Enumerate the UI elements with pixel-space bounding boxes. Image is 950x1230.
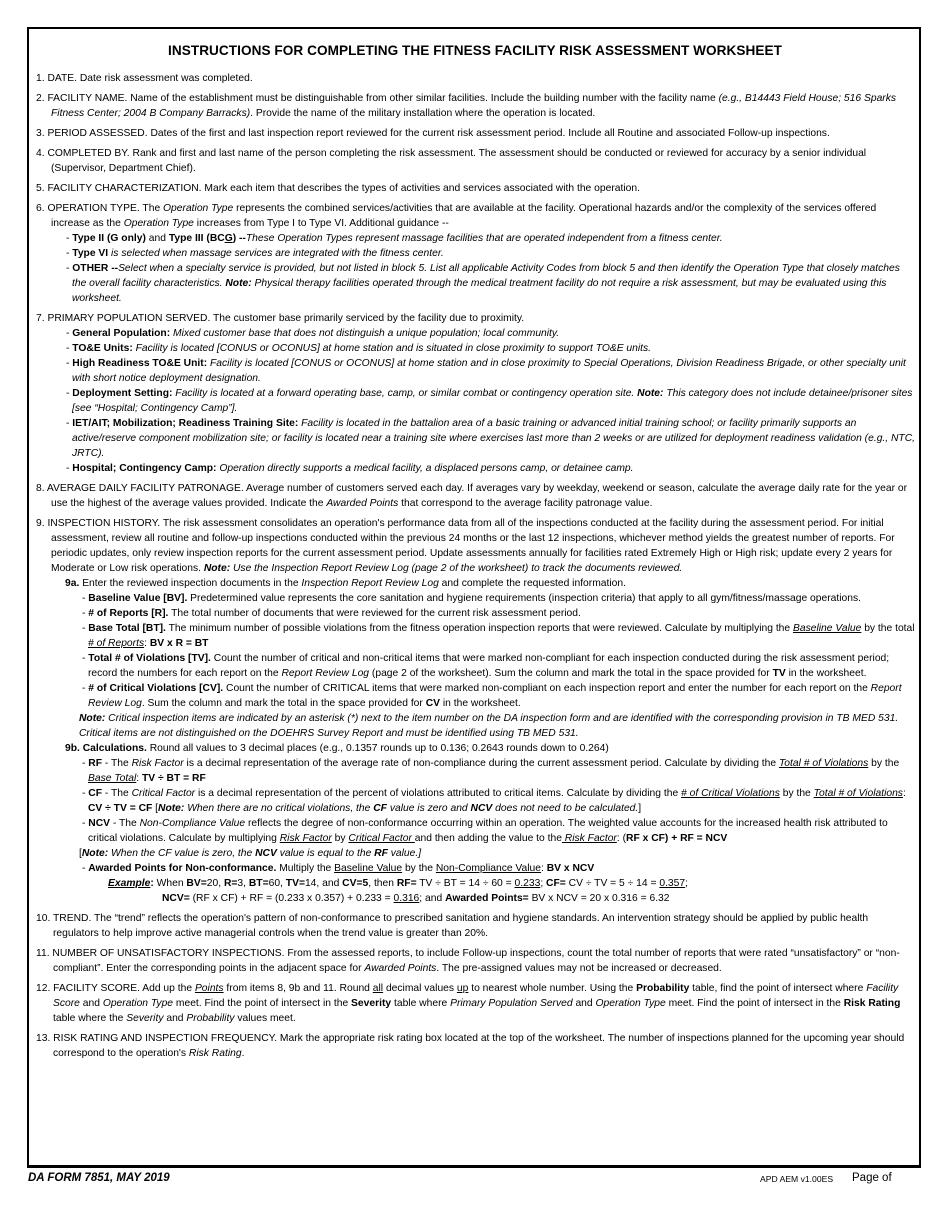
form-number: DA FORM 7851, MAY 2019 — [28, 1172, 170, 1184]
item-10-trend: 10. TREND. The “trend” reflects the operation's pattern of non-conformance to prescribed sanitation and hygiene standards. An intervention strategy should be applied by public health regulators to help improve active managerial controls when the trend value is greater than 20%. — [36, 913, 869, 939]
item-8-patronage: 8. AVERAGE DAILY FACILITY PATRONAGE. Average number of customers served each day. If averages vary by weekday, weekend or season, calculate the average daily rate for the year or use the highest of the average values provided. Indicate the Awarded Points that correspond to the average facility patronage value. — [36, 483, 908, 509]
population-hospital: - Hospital; Contingency Camp: Operation directly supports a medical facility, a displaced persons camp, or detainee camp. — [66, 463, 634, 474]
op-type-other: - OTHER --Select when a specialty service is provided, but not listed in block 5. List all applicable Activity Codes from block 5 and then identify the Operation Type that closely matches the overall facility characteristics. Note: Physical therapy facilities operated through the medical treatment facility do not require a risk assessment, but may be evaluated using this worksheet. — [66, 263, 900, 304]
op-type-6: - Type VI is selected when massage services are integrated with the fitness center. — [66, 248, 444, 259]
population-iet-ait: - IET/AIT; Mobilization; Readiness Training Site: Facility is located in the battalion area of a basic training or advanced initial training school; or facility primarily supports an active/reserve component mobilization site; or facility is located near a training site where exercises last more than 2 weeks or are utilized for deployment readiness validation (e.g., NTC, JRTC). — [66, 418, 916, 459]
total-violations: - Total # of Violations [TV]. Count the number of critical and non-critical items that were marked non-compliant for each inspection conducted during the risk assessment period; record the numbers for each report on the Report Review Log (page 2 of the worksheet). Sum the column and mark the total in the space provided for TV in the worksheet. — [82, 653, 890, 679]
op-type-2-3: - Type II (G only) and Type III (BCG) --These Operation Types represent massage facilities that are operated independent from a fitness center. — [66, 233, 723, 244]
ncv-note: [Note: When the CF value is zero, the NCV value is equal to the RF value.] — [79, 848, 422, 859]
form-version: APD AEM v1.00ES — [760, 1174, 834, 1184]
item-11-unsatisfactory-inspections: 11. NUMBER OF UNSATISFACTORY INSPECTIONS. From the assessed reports, to include Follow-up inspections, count the total number of reports that were rated “unsatisfactory” or “non-compliant”. Enter the corresponding points in the adjacent space for Awarded Points. The pre-assigned values may not be increased or decreased. — [36, 948, 900, 974]
base-total: - Base Total [BT]. The minimum number of possible violations from the fitness operation inspection reports that were reviewed. Calculate by multiplying the Baseline Value by the total # of Reports: BV x R = BT — [82, 623, 915, 649]
population-toe-units: - TO&E Units: Facility is located [CONUS or OCONUS] at home station and is situated in close proximity to support TO&E units. — [66, 343, 652, 354]
item-4-completed-by: 4. COMPLETED BY. Rank and first and last name of the person completing the risk assessment. The assessment should be conducted or reviewed for accuracy by a senior individual (Supervisor, Department Chief). — [36, 148, 867, 174]
item-5-facility-characterization: 5. FACILITY CHARACTERIZATION. Mark each item that describes the types of activities and services associated with the operation. — [36, 183, 640, 194]
item-6-operation-type: 6. OPERATION TYPE. The Operation Type represents the combined services/activities that are available at the facility. Operational hazards and/or the complexity of the services offered increase as the Operation Type increases from Type I to Type VI. Additional guidance -- - Type II (G only) and Type III (BCG) --These Operation Types represent massage facilities that are operated independent from a fitness center. - Type VI is selected when massage services are integrated with the fitness center. - OTHER --Select when a specialty service is provided, but not listed in block 5. List all applicable Activity Codes from block 5 and then identify the Operation Type that closely matches the overall facility characteristics. Note: Physical therapy facilities operated through the medical treatment facility do not require a risk assessment, but may be evaluated using this worksheet. — [36, 201, 916, 306]
baseline-value: - Baseline Value [BV]. Predetermined value represents the core sanitation and hygiene requirements (inspection criteria) that apply to all gym/fitness/massage operations. — [82, 593, 861, 604]
population-deployment: - Deployment Setting: Facility is located at a forward operating base, camp, or similar combat or contingency operation site. Note: This category does not include detainee/prisoner sites [see “Hospital; Contingency Camp”]. — [66, 388, 913, 414]
section-9b: 9b. Calculations. Round all values to 3 decimal places (e.g., 0.1357 rounds up to 0.136; 0.2643 rounds down to 0.264) — [65, 743, 609, 754]
item-12-facility-score: 12. FACILITY SCORE. Add up the Points from items 8, 9b and 11. Round all decimal values up to nearest whole number. Using the Probability table, find the point of intersect where Facility Score and Operation Type meet. Find the point of intersect in the Severity table where Primary Population Served and Operation Type meet. Find the point of intersect in the Risk Rating table where the Severity and Probability values meet. — [36, 983, 901, 1024]
item-1-date: 1. DATE. Date risk assessment was completed. — [36, 73, 253, 84]
page-title: INSTRUCTIONS FOR COMPLETING THE FITNESS FACILITY RISK ASSESSMENT WORKSHEET — [168, 43, 782, 58]
critical-factor: - CF - The Critical Factor is a decimal representation of the percent of violations attributed to critical items. Calculate by dividing the # of Critical Violations by the Total # of Violations: CV ÷ TV = CF [Note: When there are no critical violations, the CF value is zero and NCV does not need to be calculated.] — [82, 788, 906, 814]
number-of-reports: - # of Reports [R]. The total number of documents that were reviewed for the current risk assessment period. — [82, 608, 581, 619]
section-9a: 9a. Enter the reviewed inspection documents in the Inspection Report Review Log and complete the requested information. — [65, 578, 626, 589]
item-7-primary-population: 7. PRIMARY POPULATION SERVED. The customer base primarily serviced by the facility due to proximity. - General Population: Mixed customer base that does not distinguish a unique population; local community. - TO&E Units: Facility is located [CONUS or OCONUS] at home station and is situated in close proximity to support TO&E units. - High Readiness TO&E Unit: Facility is located [CONUS or OCONUS] at home station and in close proximity to Special Operations, Division Readiness Brigade, or other specialty unit with short notice deployment designation. - Deployment Setting: Facility is located at a forward operating base, camp, or similar combat or contingency operation site. Note: This category does not include detainee/prisoner sites [see “Hospital; Contingency Camp”]. - IET/AIT; Mobilization; Readiness Training Site: Facility is located in the battalion area of a basic training or advanced initial training school; or facility primarily supports an active/reserve component mobilization site; or facility is located near a training site where exercises last more than 2 weeks or are utilized for deployment readiness validation (e.g., NTC, JRTC). - Hospital; Contingency Camp: Operation directly supports a medical facility, a displaced persons camp, or detainee camp. — [36, 313, 916, 474]
item-9-inspection-history: 9. INSPECTION HISTORY. The risk assessment consolidates an operation's performance data from all of the inspections conducted at the facility during the assessment period. For initial assessment, review all routine and follow-up inspections conducted within the previous 24 months or the last 12 inspections, whichever method yields the greatest number of reports. For periodic updates, only review inspection reports for the current assessment period. Update assessments annually for facilities rated Extremely High or High risk; update every 2 years for Moderate or Low risk operations. Note: Use the Inspection Report Review Log (page 2 of the worksheet) to track the documents reviewed. 9a. Enter the reviewed inspection documents in the Inspection Report Review Log and complete the requested information. - Baseline Value [BV]. Predetermined value represents the core sanitation and hygiene requirements (inspection criteria) that apply to all gym/fitness/massage operations. - # of Reports [R]. The total number of documents that were reviewed for the current risk assessment period. - Base Total [BT]. The minimum number of possible violations from the fitness operation inspection reports that were reviewed. Calculate by multiplying the Baseline Value by the total # of Reports: BV x R = BT - Total # of Violations [TV]. Count the number of critical and non-critical items that were marked non-compliant for each inspection conducted during the risk assessment period; record the numbers for each report on the Report Review Log (page 2 of the worksheet). Sum the column and mark the total in the space provided for TV in the worksheet. - # of Critical Violations [CV]. Count the number of CRITICAL items that were marked non-compliant on each inspection report and enter the number for each report on the Report Review Log. Sum the column and mark the total in the space provided for CV in the worksheet. Note: Critical inspection items are indicated by an asterisk (*) next to the item number on the DA inspection form and are identified with the corresponding provision in TB MED 531. Critical items are not distinguished on the DOEHRS Survey Report and must be identified using TB MED 531. 9b. Calculations. Round all values to 3 decimal places (e.g., 0.1357 rounds up to 0.136; 0.2643 rounds down to 0.264) - RF - The Risk Factor is a decimal representation of the average rate of non-compliance during the current assessment period. Calculate by dividing the Total # of Violations by the Base Total: TV ÷ BT = RF - CF - The Critical Factor is a decimal representation of the percent of violations attributed to critical items. Calculate by dividing the # of Critical Violations by the Total # of Violations: CV ÷ TV = CF [Note: When there are no critical violations, the CF value is zero and NCV does not need to be calculated.] - NCV - The Non-Compliance Value reflects the degree of non-conformance occurring within an operation. The weighted value accounts for the increased health risk attributed to critical violations. Calculate by multiplying Risk Factor by Critical Factor and then adding the value to the Risk Factor: (RF x CF) + RF = NCV [Note: When the CF value is zero, the NCV value is equal to the RF value.] - Awarded Points for Non-conformance. Multiply the Baseline Value by the Non-Compliance Value: BV x NCV Example: When BV=20, R=3, BT=60, TV=14, and CV=5, then RF= TV ÷ BT = 14 ÷ 60 = 0.233; CF= CV ÷ TV = 5 ÷ 14 = 0.357; NCV= (RF x CF) + RF = (0.233 x 0.357) + 0.233 = 0.316; and Awarded Points= BV x NCV = 20 x 0.316 = 6.32 — [36, 518, 915, 904]
critical-violations: - # of Critical Violations [CV]. Count the number of CRITICAL items that were marked non-compliant on each inspection report and enter the number for each report on the Report Review Log. Sum the column and mark the total in the space provided for CV in the worksheet. — [82, 683, 902, 709]
critical-items-note: Note: Critical inspection items are indicated by an asterisk (*) next to the item number on the DA inspection form and are identified with the corresponding provision in TB MED 531. Critical items are not distinguished on the DOEHRS Survey Report and must be identified using TB MED 531. — [79, 713, 899, 739]
population-high-readiness: - High Readiness TO&E Unit: Facility is located [CONUS or OCONUS] at home station and in close proximity to Special Operations, Division Readiness Brigade, or other specialty unit with short notice deployment designation. — [66, 358, 906, 384]
non-compliance-value: - NCV - The Non-Compliance Value reflects the degree of non-conformance occurring within an operation. The weighted value accounts for the increased health risk attributed to critical violations. Calculate by multiplying Risk Factor by Critical Factor and then adding the value to the Risk Factor: (RF x CF) + RF = NCV — [82, 818, 888, 844]
page-number: Page of — [852, 1172, 892, 1184]
example-line-1: Example: When BV=20, R=3, BT=60, TV=14, and CV=5, then RF= TV ÷ BT = 14 ÷ 60 = 0.233; CF= CV ÷ TV = 5 ÷ 14 = 0.357; — [108, 878, 688, 889]
risk-factor: - RF - The Risk Factor is a decimal representation of the average rate of non-compliance during the current assessment period. Calculate by dividing the Total # of Violations by the Base Total: TV ÷ BT = RF — [82, 758, 900, 784]
awarded-points: - Awarded Points for Non-conformance. Multiply the Baseline Value by the Non-Compliance Value: BV x NCV — [82, 863, 595, 874]
instructions-body — [36, 71, 916, 1066]
item-3-period-assessed: 3. PERIOD ASSESSED. Dates of the first and last inspection report reviewed for the current risk assessment period. Include all Routine and associated Follow-up inspections. — [36, 128, 830, 139]
item-13-risk-rating: 13. RISK RATING AND INSPECTION FREQUENCY. Mark the appropriate risk rating box located at the top of the worksheet. The number of inspections planned for the upcoming year should correspond to the operation's Risk Rating. — [36, 1033, 905, 1059]
item-2-facility-name: 2. FACILITY NAME. Name of the establishment must be distinguishable from other similar facilities. Include the building number with the facility name (e.g., B14443 Field House; 516 Sparks Fitness Center; 2004 B Company Barracks). Provide the name of the military installation where the operation is located. — [36, 93, 897, 119]
population-general: - General Population: Mixed customer base that does not distinguish a unique population; local community. — [66, 328, 560, 339]
example-line-2: NCV= (RF x CF) + RF = (0.233 x 0.357) + 0.233 = 0.316; and Awarded Points= BV x NCV = 20 x 0.316 = 6.32 — [162, 893, 670, 904]
